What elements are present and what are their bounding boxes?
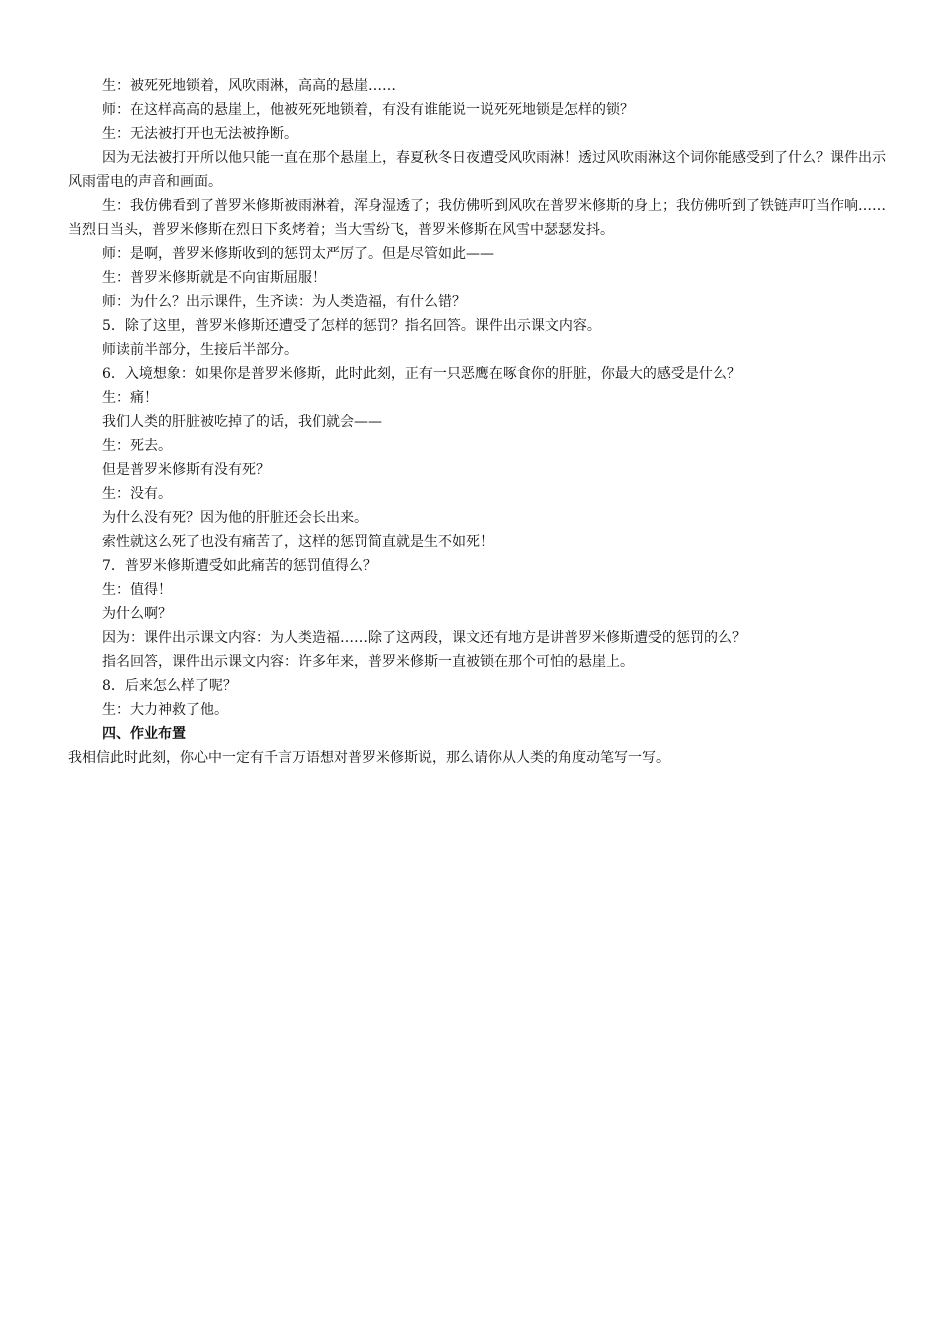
paragraph: 生：没有。 <box>102 486 172 502</box>
paragraph: 生：痛！ <box>102 390 158 406</box>
paragraph: 但是普罗米修斯有没有死？ <box>102 462 270 478</box>
paragraph: 为什么啊？ <box>102 606 172 622</box>
paragraph: 生：我仿佛看到了普罗米修斯被雨淋着，浑身湿透了；我仿佛听到风吹在普罗米修斯的身上；我仿佛听到了铁链声叮当作响……当烈日当头，普罗米修斯在烈日下炙烤着；当大雪纷飞，普罗米修斯在风雪中瑟瑟发抖。 <box>68 198 886 238</box>
paragraph: 师：在这样高高的悬崖上，他被死死地锁着，有没有谁能说一说死死地锁是怎样的锁？ <box>102 102 634 118</box>
paragraph: 生：普罗米修斯就是不向宙斯屈服！ <box>102 270 326 286</box>
paragraph: 因为无法被打开所以他只能一直在那个悬崖上，春夏秋冬日夜遭受风吹雨淋！透过风吹雨淋这个词你能感受到了什么？课件出示风雨雷电的声音和画面。 <box>68 150 886 190</box>
paragraph: 5．除了这里，普罗米修斯还遭受了怎样的惩罚？指名回答。课件出示课文内容。 <box>102 318 601 334</box>
paragraph: 7．普罗米修斯遭受如此痛苦的惩罚值得么？ <box>102 558 377 574</box>
paragraph: 为什么没有死？因为他的肝脏还会长出来。 <box>102 510 368 526</box>
paragraph: 师：为什么？出示课件，生齐读：为人类造福，有什么错？ <box>102 294 466 310</box>
paragraph: 我们人类的肝脏被吃掉了的话，我们就会—— <box>102 414 382 430</box>
section-heading: 四、作业布置 <box>102 726 186 742</box>
document-body <box>68 74 886 770</box>
paragraph: 生：大力神救了他。 <box>102 702 228 718</box>
paragraph: 生：值得！ <box>102 582 172 598</box>
paragraph: 生：被死死地锁着，风吹雨淋，高高的悬崖…… <box>102 78 396 94</box>
paragraph: 6．入境想象：如果你是普罗米修斯，此时此刻，正有一只恶鹰在啄食你的肝脏，你最大的感受是什么？ <box>102 366 741 382</box>
paragraph: 指名回答，课件出示课文内容：许多年来，普罗米修斯一直被锁在那个可怕的悬崖上。 <box>102 654 634 670</box>
paragraph: 生：死去。 <box>102 438 172 454</box>
paragraph: 索性就这么死了也没有痛苦了，这样的惩罚简直就是生不如死！ <box>102 534 494 550</box>
paragraph: 师：是啊，普罗米修斯收到的惩罚太严厉了。但是尽管如此—— <box>102 246 494 262</box>
paragraph: 生：无法被打开也无法被挣断。 <box>102 126 298 142</box>
paragraph: 师读前半部分，生接后半部分。 <box>102 342 298 358</box>
paragraph: 因为：课件出示课文内容：为人类造福……除了这两段，课文还有地方是讲普罗米修斯遭受的惩罚的么？ <box>102 630 746 646</box>
closing-paragraph: 我相信此时此刻，你心中一定有千言万语想对普罗米修斯说，那么请你从人类的角度动笔写一写。 <box>68 750 670 766</box>
paragraph: 8．后来怎么样了呢？ <box>102 678 237 694</box>
